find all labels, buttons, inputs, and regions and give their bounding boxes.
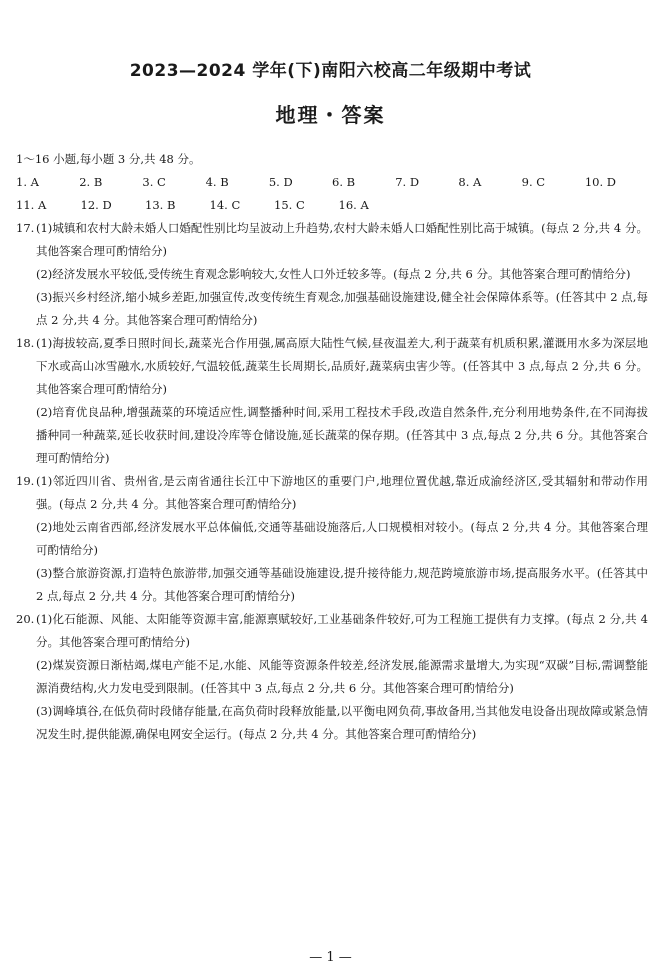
mc-answer: 3. C xyxy=(142,175,166,189)
mc-answer: 9. C xyxy=(521,175,546,189)
answer-part: (1)海拔较高,夏季日照时间长,蔬菜光合作用强,属高原大陆性气候,昼夜温差大,利于蔬菜有机质积累,灌溉用水多为深层地下水或高山冰雪融水,水质较好,气温较低,蔬菜生长周期长,品质好,蔬菜病虫害少等。(任答其中 3 点,每点 2 分,共 6 分。其他答案合理可酌情给分) xyxy=(36,336,648,396)
question-number: 18. xyxy=(16,336,35,350)
question-number: 20. xyxy=(16,612,35,626)
answer-content xyxy=(16,148,648,746)
mc-answer: 13. B xyxy=(145,198,176,212)
page-number: — 1 — xyxy=(309,950,352,965)
answer-part: (2)煤炭资源日渐枯竭,煤电产能不足,水能、风能等资源条件较差,经济发展,能源需求量增大,为实现“双碳”目标,需调整能源消费结构,火力发电受到限制。(任答其中 3 点,每点 2 分,共 6 分。其他答案合理可酌情给分) xyxy=(36,658,648,695)
mc-answer: 15. C xyxy=(274,198,305,212)
answer-part: (3)振兴乡村经济,缩小城乡差距,加强宣传,改变传统生育观念,加强基础设施建设,健全社会保障体系等。(任答其中 2 点,每点 2 分,共 4 分。其他答案合理可酌情给分) xyxy=(36,290,648,327)
mc-answer: 1. A xyxy=(16,175,39,189)
mc-answer: 2. B xyxy=(79,175,103,189)
mc-answer: 12. D xyxy=(80,198,112,212)
question-20 xyxy=(16,608,648,746)
mc-answer: 16. A xyxy=(338,198,369,212)
answer-part: (2)经济发展水平较低,受传统生育观念影响较大,女性人口外迁较多等。(每点 2 分,共 6 分。其他答案合理可酌情给分) xyxy=(36,267,631,281)
mc-answer: 5. D xyxy=(268,175,293,189)
answer-part: (2)地处云南省西部,经济发展水平总体偏低,交通等基础设施落后,人口规模相对较小。(每点 2 分,共 4 分。其他答案合理可酌情给分) xyxy=(36,520,648,557)
answer-part: (1)邻近四川省、贵州省,是云南省通往长江中下游地区的重要门户,地理位置优越,靠近成渝经济区,受其辐射和带动作用强。(每点 2 分,共 4 分。其他答案合理可酌情给分) xyxy=(36,474,648,511)
mc-answer: 8. A xyxy=(458,175,482,189)
question-number: 19. xyxy=(16,474,35,488)
question-17 xyxy=(16,217,648,332)
answer-part: (1)化石能源、风能、太阳能等资源丰富,能源禀赋较好,工业基础条件较好,可为工程施工提供有力支撑。(每点 2 分,共 4 分。其他答案合理可酌情给分) xyxy=(36,612,648,649)
mc-answers-row-1 xyxy=(16,171,648,194)
question-18 xyxy=(16,332,648,470)
question-number: 17. xyxy=(16,221,35,235)
mc-answer: 14. C xyxy=(209,198,241,212)
mc-answers-row-2 xyxy=(16,194,648,217)
exam-title: 2023—2024 学年(下)南阳六校高二年级期中考试 xyxy=(129,61,532,81)
answer-part: (3)调峰填谷,在低负荷时段储存能量,在高负荷时段释放能量,以平衡电网负荷,事故备用,当其他发电设备出现故障或紧急情况发生时,提供能源,确保电网安全运行。(每点 2 分,共 4 分。其他答案合理可酌情给分) xyxy=(36,704,648,741)
answer-part: (3)整合旅游资源,打造特色旅游带,加强交通等基础设施建设,提升接待能力,规范跨境旅游市场,提高服务水平。(任答其中 2 点,每点 2 分,共 4 分。其他答案合理可酌情给分) xyxy=(36,566,648,603)
mc-answer: 6. B xyxy=(332,175,356,189)
mc-header: 1～16 小题,每小题 3 分,共 48 分。 xyxy=(16,152,201,166)
answer-part: (2)培育优良品种,增强蔬菜的环境适应性,调整播种时间,采用工程技术手段,改造自然条件,充分利用地势条件,在不同海拔播种同一种蔬菜,延长收获时间,建设冷库等仓储设施,延长蔬菜的保存期。(任答其中 3 点,每点 2 分,共 6 分。其他答案合理可酌情给分) xyxy=(36,405,648,465)
answer-part: (1)城镇和农村大龄未婚人口婚配性别比均呈波动上升趋势,农村大龄未婚人口婚配性别比高于城镇。(每点 2 分,共 4 分。其他答案合理可酌情给分) xyxy=(36,221,648,258)
mc-answer: 7. D xyxy=(395,175,420,189)
mc-answer: 10. D xyxy=(584,175,616,189)
mc-answer: 4. B xyxy=(205,175,229,189)
mc-answer: 11. A xyxy=(16,198,47,212)
answer-subtitle: 地理・答案 xyxy=(275,103,386,127)
question-19 xyxy=(16,470,648,608)
